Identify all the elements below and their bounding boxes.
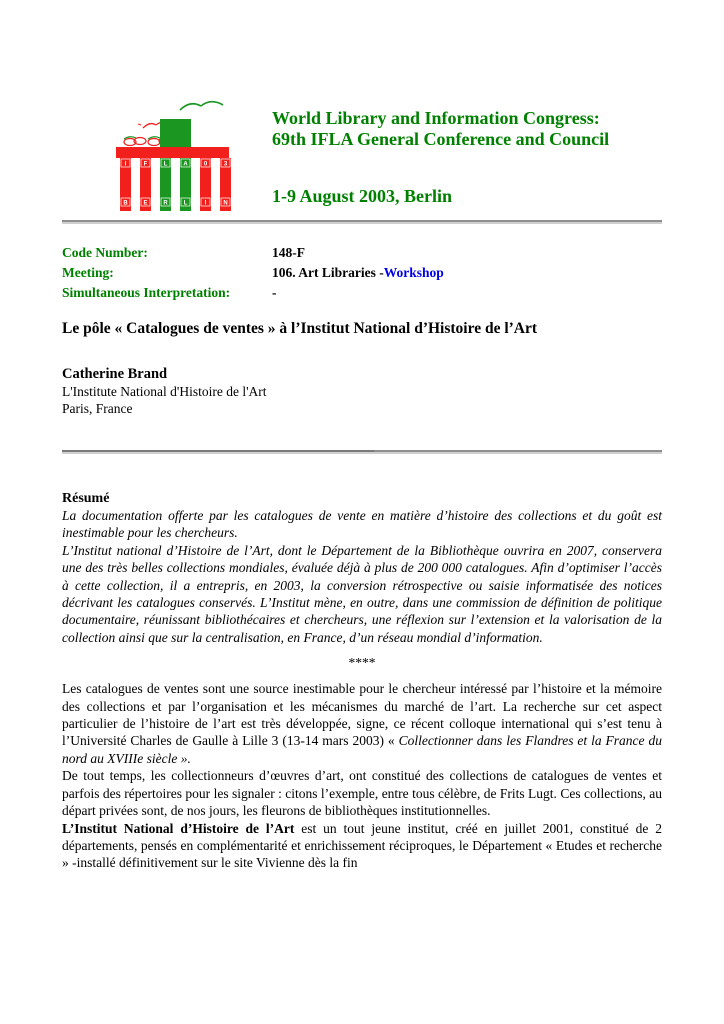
svg-text:I: I: [204, 200, 207, 207]
congress-date-location: 1-9 August 2003, Berlin: [272, 186, 453, 206]
meta-block: [62, 243, 662, 303]
svg-text:L: L: [183, 200, 188, 207]
logo-letter-tiles-bottom: [121, 198, 230, 206]
abstract-heading: Résumé: [62, 491, 110, 506]
svg-text:L: L: [163, 161, 168, 168]
congress-title-line1: World Library and Information Congress:: [272, 108, 600, 128]
paper-title: Le pôle « Catalogues de ventes » à l’Institut National d’Histoire de l’Art: [62, 320, 538, 337]
abstract-paragraph-2: L’Institut national d’Histoire de l’Art, dont le Département de la Bibliothèque ouvrira en 2007, conservera une des très belles collections mondiales, évaluée déjà à plus de 200 000 catalogues. Afin d’optimiser l’accès à cette collection, il a entrepris, en 2003, la conversion rétrospective ou saisie informatisée des notices décrivant les catalogues conservés. L’Institut mène, en outre, dans une commission de définition de politique documentaire, réunissant bibliothécaires et chercheurs, une réflexion sur l’extension et la valorisation de la collection ainsi que sur la centralisation, en France, d’un réseau mondial d’information.: [62, 542, 662, 645]
meta-value: 148-F: [272, 245, 305, 260]
body-paragraph-3-text: est un tout jeune institut, créé en juillet 2001, constitué de 2 départements, pensés en complémentarité et enrichissement réciproques, le Département « Etudes et recherche » -installé définitivement sur le site Vivienne dès la fin: [62, 820, 662, 871]
congress-header-text: [272, 93, 609, 207]
body-paragraph-3-bold-lead: L’Institut National d’Histoire de l’Art: [62, 820, 295, 836]
body-paragraph-1-end: ».: [177, 750, 191, 766]
body-paragraph-1: [62, 680, 662, 767]
divider-rule-middle: [62, 450, 662, 454]
author-name: Catherine Brand: [62, 366, 168, 382]
meta-label: Simultaneous Interpretation:: [62, 285, 231, 300]
body-paragraph-1-italic-title: Collectionner dans les Flandres et la France du nord au XVIIIe siècle: [62, 733, 662, 766]
svg-text:0: 0: [203, 161, 208, 168]
body-paragraph-2: De tout temps, les collectionneurs d’œuvres d’art, ont constitué des collections de catalogues de ventes et parfois des répertoires pour les signaler : citons l’exemple, entre tous célèbre, de Frits Lugt. Ces collections, au départ privées sont, de nos jours, les fleurons de bibliothèques institutionnelles.: [62, 768, 662, 819]
author-affiliation-location: Paris, France: [62, 401, 133, 416]
body-paragraph-3: [62, 820, 662, 872]
svg-text:3: 3: [223, 161, 228, 168]
svg-text:B: B: [123, 200, 128, 207]
workshop-link[interactable]: Workshop: [383, 265, 444, 280]
document-header: [62, 93, 662, 218]
abstract-paragraph-1: La documentation offerte par les catalogues de vente en matière d’histoire des collections et du goût est inestimable pour les chercheurs.: [62, 508, 662, 541]
logo-letter-tiles-top: [121, 159, 230, 167]
logo-columns: [120, 158, 231, 211]
body-paragraph-1-text: Les catalogues de ventes sont une source inestimable pour le chercheur intéressé par l’histoire et la mémoire des collections et par l’organisation et les mécanismes du marché de l’art. La recherche sur cet aspect particulier de l’histoire de l’art est très développée, signe, ce récent colloque international qui s’est tenu à l’Université Charles de Gaulle à Lille 3 (13-14 mars 2003) «: [62, 681, 662, 749]
ifla-berlin-logo-icon: [110, 93, 235, 218]
divider-rule-top: [62, 220, 662, 224]
meta-row-code-number: [62, 243, 662, 263]
meta-row-simultaneous-interpretation: [62, 283, 662, 303]
congress-title: [272, 108, 609, 150]
meta-label: Meeting:: [62, 265, 114, 280]
logo-center-pillar: [160, 119, 191, 149]
logo-letters-bottom: [123, 201, 227, 207]
svg-text:A: A: [183, 161, 188, 168]
section-separator-stars: ****: [348, 655, 376, 671]
green-bird-icon: [180, 102, 223, 110]
svg-text:R: R: [163, 200, 168, 207]
svg-text:F: F: [143, 161, 148, 168]
congress-title-line2: 69th IFLA General Conference and Council: [272, 129, 610, 149]
divider-rule-dark-segment: [62, 450, 374, 452]
meta-value: -: [272, 285, 277, 300]
meta-row-meeting: [62, 263, 662, 283]
svg-text:E: E: [143, 200, 148, 207]
author-affiliation-institution: L'Institute National d'Histoire de l'Art: [62, 384, 267, 399]
svg-text:N: N: [223, 200, 228, 207]
logo-beam: [116, 147, 229, 158]
svg-text:I: I: [124, 161, 127, 168]
meta-value: 106. Art Libraries -: [272, 265, 384, 280]
meta-label: Code Number:: [62, 245, 148, 260]
